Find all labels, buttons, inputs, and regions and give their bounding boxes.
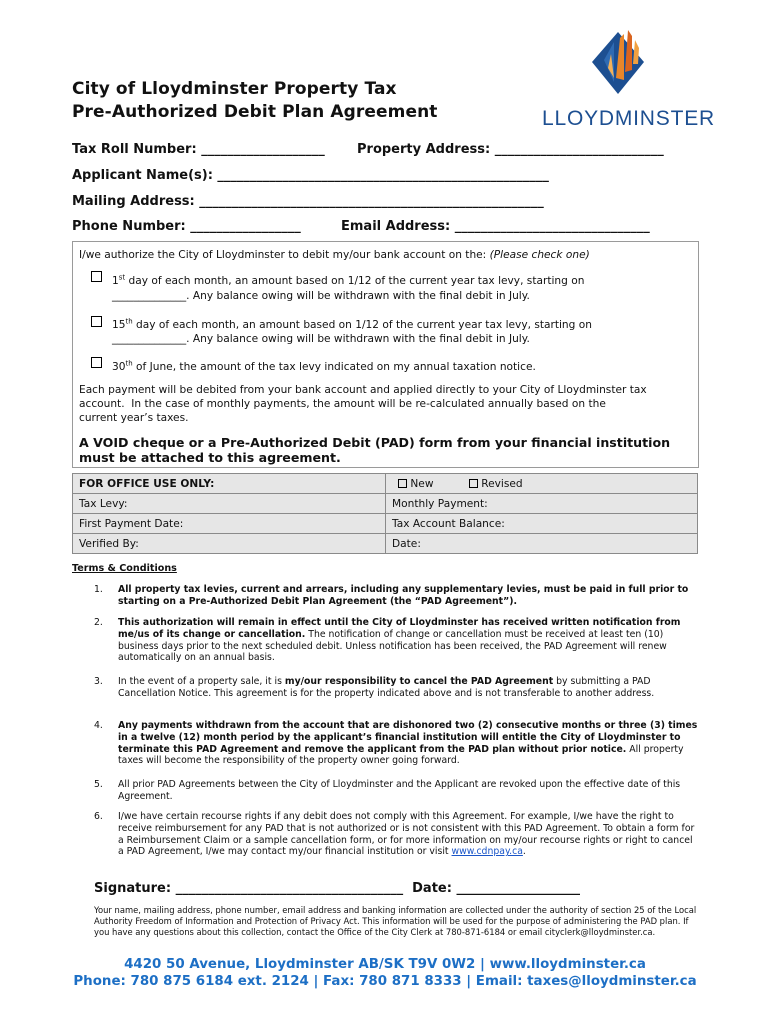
option-1st-text: [112, 275, 584, 289]
term-6-text: [118, 811, 700, 858]
option-1st-checkbox[interactable]: [91, 271, 102, 282]
office-status-cell: [386, 474, 698, 494]
option-15th-day: 15: [112, 319, 126, 331]
office-header-row: [73, 474, 698, 494]
term-5-number: 5.: [94, 779, 103, 790]
option-15th-line2: ______________. Any balance owing will be withdrawn with the final debit in July.: [112, 333, 530, 345]
authorization-intro-text: I/we authorize the City of Lloydminster to debit my/our bank account on the:: [79, 249, 487, 261]
footer-contact: Phone: 780 875 6184 ext. 2124 | Fax: 780 871 8333 | Email: taxes@lloydminster.ca: [73, 974, 697, 989]
office-use-heading: FOR OFFICE USE ONLY:: [73, 474, 386, 494]
term-1-bold: All property tax levies, current and arrears, including any supplementary levies, must be paid in full prior to starting on a Pre-Authorized Debit Plan Agreement (the “PAD Agreement”).: [118, 584, 689, 607]
option-30th-june-text: [112, 361, 536, 375]
option-15th-suffix: th: [125, 317, 133, 326]
tax-levy-cell[interactable]: Tax Levy:: [73, 494, 386, 514]
email-address-field[interactable]: Email Address: ______________________________: [341, 219, 650, 234]
applicant-name-field[interactable]: Applicant Name(s): ___________________________________________________: [72, 168, 549, 183]
term-4-rest: All property taxes will become the responsibility of the property owner going forward.: [118, 743, 684, 767]
option-15th-line1: day of each month, an amount based on 1/12 of the current year tax levy, starting on: [132, 319, 592, 331]
property-address-field[interactable]: Property Address: __________________________: [357, 142, 664, 157]
term-1-text: [118, 584, 700, 608]
office-date-cell[interactable]: Date:: [386, 534, 698, 554]
privacy-notice: Your name, mailing address, phone number, email address and banking information are collected under the authority of section 25 of the Local Authority Freedom of Information and Protection of Privacy Act. This information will be used for the purpose of administering the PAD plan. If you have any questions about this collection, contact the Office of the City Clerk at 780-871-6184 or email cityclerk@lloydminster.ca.: [94, 905, 697, 937]
office-row: [73, 494, 698, 514]
option-30th-june-checkbox[interactable]: [91, 357, 102, 368]
revised-checkbox[interactable]: [469, 479, 478, 488]
mailing-address-field[interactable]: Mailing Address: _____________________________________________________: [72, 194, 544, 209]
cdnpay-link[interactable]: www.cdnpay.ca: [451, 846, 523, 858]
term-2-number: 2.: [94, 617, 103, 628]
term-4-number: 4.: [94, 720, 103, 731]
phone-number-field[interactable]: Phone Number: _________________: [72, 219, 301, 234]
office-use-table: [72, 473, 698, 554]
option-30th-line1: of June, the amount of the tax levy indicated on my annual taxation notice.: [132, 361, 536, 373]
option-15th-text: [112, 319, 592, 333]
term-3-rest: by submitting a PAD Cancellation Notice. This agreement is for the property indicated above and is not transferable to another address.: [118, 676, 655, 699]
payment-note-line3: current year’s taxes.: [79, 412, 189, 424]
term-4-text: [118, 720, 700, 767]
option-1st-day: 1: [112, 275, 119, 287]
term-5-text: All prior PAD Agreements between the City of Lloydminster and the Applicant are revoked upon the effective date of this Agreement.: [118, 779, 681, 802]
signature-date-line[interactable]: Signature: ___________________________________ Date: ___________________: [94, 881, 580, 896]
new-label: New: [410, 477, 434, 490]
term-6-end: .: [522, 846, 526, 858]
option-15th-checkbox[interactable]: [91, 316, 102, 327]
term-3-text: [118, 676, 700, 700]
term-3-pre: In the event of a property sale, it is: [118, 676, 285, 687]
option-1st-line1: day of each month, an amount based on 1/12 of the current year tax levy, starting on: [125, 275, 585, 287]
office-row: [73, 534, 698, 554]
check-one-hint: (Please check one): [489, 249, 590, 261]
new-checkbox[interactable]: [398, 479, 407, 488]
tax-account-balance-cell[interactable]: Tax Account Balance:: [386, 514, 698, 534]
monthly-payment-cell[interactable]: Monthly Payment:: [386, 494, 698, 514]
void-cheque-notice: [79, 435, 670, 465]
term-3-number: 3.: [94, 676, 103, 687]
authorization-intro: [79, 249, 590, 263]
term-4-bold: Any payments withdrawn from the account that are dishonored two (2) consecutive months or three (3) times in a twelve (12) month period by the applicant’s financial institution will entitle the City of Lloydminster to terminate this PAD Agreement and remove the applicant from the PAD plan without prior notice.: [118, 720, 698, 755]
terms-heading: Terms & Conditions: [72, 563, 177, 574]
document-subtitle: Pre-Authorized Debit Plan Agreement: [72, 102, 438, 122]
void-cheque-line1: A VOID cheque or a Pre-Authorized Debit (PAD) form from your financial institution: [79, 435, 671, 450]
option-1st-line2: ______________. Any balance owing will be withdrawn with the final debit in July.: [112, 290, 530, 302]
term-2-bold: This authorization will remain in effect until the City of Lloydminster has received written notification from me/us of its change or cancellation.: [118, 617, 681, 640]
term-6-number: 6.: [94, 811, 103, 822]
option-30th-day: 30: [112, 361, 126, 373]
option-30th-suffix: th: [125, 359, 133, 368]
logo-wordmark: LLOYDMINSTER: [542, 107, 715, 130]
first-payment-date-cell[interactable]: First Payment Date:: [73, 514, 386, 534]
term-6-body: I/we have certain recourse rights if any debit does not comply with this Agreement. For example, I/we have the right to receive reimbursement for any PAD that is not authorized or is not consistent with this PAD Agreement. To obtain a form for a Reimbursement Claim or a sample cancellation form, or for more information on my/our recourse rights or right to cancel a PAD Agreement, I/we may contact my/our financial institution or visit: [118, 811, 695, 858]
footer-address: 4420 50 Avenue, Lloydminster AB/SK T9V 0W2 | www.lloydminster.ca: [124, 957, 646, 972]
office-row: [73, 514, 698, 534]
document-title: City of Lloydminster Property Tax: [72, 79, 397, 99]
verified-by-cell[interactable]: Verified By:: [73, 534, 386, 554]
term-3-bold: my/our responsibility to cancel the PAD Agreement: [284, 676, 554, 687]
option-1st-suffix: st: [118, 273, 126, 282]
payment-note-line1: Each payment will be debited from your bank account and applied directly to your City of Lloydminster tax: [79, 384, 647, 396]
term-1-number: 1.: [94, 584, 103, 595]
payment-note-line2: account. In the case of monthly payments, the amount will be re-calculated annually based on the: [79, 398, 606, 410]
term-2-text: [118, 617, 700, 664]
term-2-rest: The notification of change or cancellation must be received at least ten (10) business days prior to the next scheduled debit. Unless notification has been received, the PAD Agreement will renew automatically on an annual basis.: [118, 628, 667, 664]
void-cheque-line2: must be attached to this agreement.: [79, 450, 341, 465]
revised-label: Revised: [481, 477, 523, 490]
tax-roll-field[interactable]: Tax Roll Number: ___________________: [72, 142, 325, 157]
